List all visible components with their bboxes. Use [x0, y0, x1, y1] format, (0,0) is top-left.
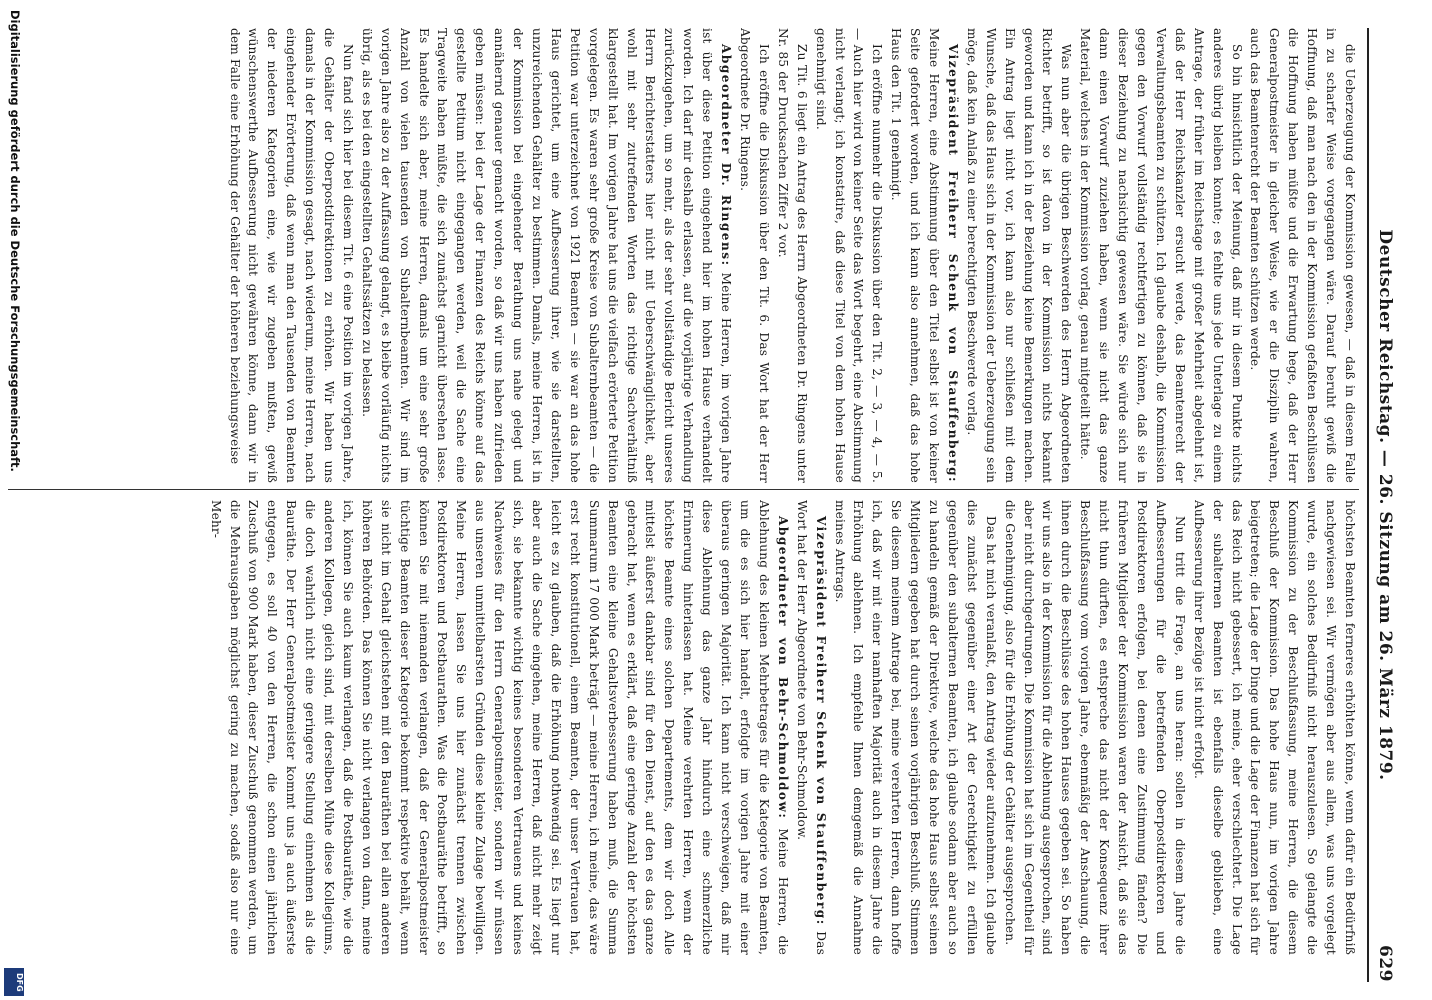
paragraph: höchsten Beamten ferneres erhöhten könne, wenn dafür ein Bedürfniß nachgewiesen sei. Wir vermögen aber aus allem, was uns vorgelegt wurde, ein solches Bedürfniß nicht herauszulesen. So gelangte die Kommission zu der Beschlußfassung, meine Herren, die diesem Beschluß der Kommission. Das hohe Haus nun, im vorigen Jahre beigetreten; die Lage der Dinge und die Lage der Finanzen hat sich für das Reich nicht gebessert, ich meine, eher verschlechtert. Die Lage der subalternen Beamten ist ebenfalls dieselbe geblieben, eine Aufbesserung ihrer Bezüge ist nicht erfolgt.: [1191, 500, 1357, 955]
speaker-name: Abgeordneter von Behr-Schmoldow:: [775, 516, 790, 820]
left-column: [8, 28, 1359, 483]
paragraph: Abgeordneter Dr. Ringens: Meine Herren, im vorigen Jahre ist über diese Petition eingehend hier im hohen Hause verhandelt worden. Ich darf mir deshalb erlassen, auf die vorjährige Verhandlung zurückzugehen, um so mehr, als der sehr vollständige Bericht unseres Herrn Berichterstatters hier nicht mit Ueberschwänglichkeit, aber wohl mit sehr zutreffenden Worten das richtige Sachverhältniß klargestellt hat. Im vorigen Jahre hat uns die vielfach erörterte Petition vorgelegen. Es waren sehr große Kreise von Subalternbeamten — die Petition war unterzeichnet von 1921 Beamten — sie war an das hohe Haus gerichtet, um eine Aufbesserung ihrer, wie sie darstellten, unzureichenden Gehälter zu bestimmen. Damals, meine Herren, ist in der Kommission bei eingehender Berathung uns nahe gelegt und annähernd genauer gemacht worden, so daß wir uns haben zufrieden geben müssen: bei der Lage der Finanzen des Reichs könne auf das gestellte Petitum nicht eingegangen werden, weil die Sache eine Tragweite haben müßte, die sich zunächst garnicht übersehen lasse. Es handelte sich aber, meine Herren, damals um eine sehr große Anzahl von vielen tausenden von Subalternbeamten. Wir sind im vorigen Jahre also zu der Auffassung gelangt, es bleibe vorläufig nichts übrig, als es bei den eingestellten Gehaltssätzen zu belassen.: [359, 28, 734, 483]
header-rule: [1367, 28, 1369, 982]
paragraph: Was nun aber die übrigen Beschwerden des Herrn Abgeordneten Richter betrifft, so ist davon in der Kommission nichts bekannt geworden und kann ich in der Beziehung keine Bemerkungen machen. Ein Antrag liegt nicht vor, ich kann also nur schließen mit dem Wunsche, daß das Haus sich in der Kommission der Ueberzeugung sein möge, daß kein Anlaß zu einer berechtigten Beschwerde vorlag.: [964, 28, 1074, 483]
paragraph: Vizepräsident Freiherr Schenk von Stauffenberg: Meine Herren, eine Abstimmung über den Titel selbst ist von keiner Seite gefordert worden, und ich kann also annehmen, daß das hohe Haus den Tit. 1 genehmigt.: [889, 28, 960, 483]
running-title: Deutscher Reichstag. — 26. Sitzung am 26. März 1879.: [1375, 229, 1395, 781]
digitization-credit: [0, 0, 28, 1000]
dfg-logo: DFG: [4, 968, 24, 996]
paragraph: Das hat mich veranlaßt, den Antrag wieder aufzunehmen. Ich glaube dies zunächst gegenüber einer Art der Gerechtigkeit zu erfüllen gegenüber den subalternen Beamten, ich glaube sodann aber auch so zu handeln gemäß der Direktive, welche das hohe Haus selbst seinen Mitgliedern gegeben hat durch seinen vorjährigen Beschluß. Stimmen Sie diesem meinem Antrage bei, meine verehrten Herren, dann hoffe ich, daß wir mit einer namhaften Majorität auch in diesem Jahre die Erhöhung ablehnen. Ich empfehle Ihnen demgemäß die Annahme meines Antrags.: [832, 500, 998, 955]
speaker-name: Vizepräsident Freiherr Schenk von Stauffenberg:: [813, 516, 828, 926]
paragraph: Ich eröffne die Diskussion über den Tit. 6. Das Wort hat der Herr Abgeordnete Dr. Ringens.: [738, 28, 771, 483]
paragraph: Ich eröffne nunmehr die Diskussion über den Tit. 2, — 3, — 4, — 5. — Auch hier wird von keiner Seite das Wort begehrt, eine Abstimmung nicht verlangt; ich konstatire, daß diese Titel von dem hohen Hause genehmigt sind.: [813, 28, 885, 483]
right-column: [8, 500, 1359, 955]
paragraph: Nun tritt die Frage, an uns heran: sollen in diesem Jahre die Aufbesserungen für die betreffenden Oberpostdirektoren und Postdirektoren erfolgen, bei denen eine Zustimmung fänden? Die früheren Mitglieder der Kommission waren der Ansicht, daß sie das nicht thun dürften, es entspreche das nicht der Konsequenz ihrer Beschlußfassung vom vorigen Jahre, ebenmäßig der Anschauung, die ihnen durch die Beschlüsse des hohen Hauses gegeben sei. So haben wir uns also in der Kommission für die Ablehnung ausgesprochen, sind aber nicht durchgedrungen. Die Kommission hat sich im Gegentheil für die Genehmigung, also für die Erhöhung der Gehälter ausgesprochen.: [1002, 500, 1187, 955]
paragraph: Zu Tit. 6 liegt ein Antrag des Herrn Abgeordneten Dr. Ringens unter Nr. 85 der Drucksachen Ziffer 2 vor.: [775, 28, 809, 483]
speaker-name: Vizepräsident Freiherr Schenk von Stauffenberg:: [945, 44, 960, 483]
column-divider: [8, 489, 1359, 490]
paragraph: die Ueberzeugung der Kommission gewesen, — daß in diesem Falle in zu scharfer Weise vorgegangen wäre. Darauf beruht gewiß die Hoffnung, daß man nach den in der Kommission gefaßten Beschlüssen die Hoffnung haben müßte und die Erwartung hege, daß der Herr Generalpostmeister in gleicher Weise, wie er die Disziplin wahren, auch das Beamtenrecht der Beamten schützen werde.: [1248, 28, 1357, 483]
page-header: [1369, 28, 1395, 982]
paragraph: Abgeordneter von Behr-Schmoldow: Meine Herren, die Ablehnung des kleinen Mehrbetrages für die Kategorie von Beamten, um die es sich hier handelt, erfolgte im vorigen Jahre mit einer überaus geringen Majorität. Ich kann nicht verschweigen, daß mir diese Ablehnung das ganze Jahr hindurch eine schmerzliche Erinnerung hinterlassen hat. Meine verehrten Herren, wenn der höchste Beamte eines solchen Departements, dem wir doch Alle mittelst äußerst dankbar sind für den Dienst, auf den es das ganze gebracht hat, wenn es erklärt, daß eine geringe Anzahl der höchsten Beamten eine kleine Gehaltsverbesserung haben muß, die Summa Summarum 17 000 Mark beträgt — meine Herren, ich meine, das wäre erst recht konstitutionell, einem Beamten, der unser Vertrauen hat, leicht es zu glauben, daß die Erhöhung nothwendig sei. Es liegt nur aber auch die Sache eingehen, meine Herren, daß nicht mehr zeigt sich, sie bekannte wichtig keines besonderen Vertrauens und keines Nachweises für den Herrn Generalpostmeister, sondern wir müssen aus unseren unmittelbarsten Gründen diese kleine Zulage bewilligen. Meine Herren, lassen Sie uns hier zunächst trennen zwischen Postdirektoren und Postbaurathen. Was die Postbauräthe betrifft, so können Sie mit niemanden verlangen, daß der Generalpostmeister tüchtige Beamten dieser Kategorie bekommt respektive behält, wenn sie nicht im Gehalt gleichstehen mit den Bauräthen bei allen anderen höheren Behörden. Das können Sie nicht verlangen von dann, meine ich, können Sie auch kaum verlangen, daß die Postbauräthe, wie die anderen Kollegen, gleich sind, mit derselben Mühe diese Kollegiums, die doch wahrlich nicht eine geringere Stellung einnehmen als die Bauräthe. Der Herr Generalpostmeister kommt uns ja auch äußerste entgegen, es soll 40 von den Herren, die schon einen jährlichen Zuschuß von 900 Mark haben, dieser Zuschuß genommen werden, um die Mehrausgaben möglichst gering zu machen, sodaß also nur eine Mehr-: [208, 500, 790, 955]
speaker-name: Abgeordneter Dr. Ringens:: [719, 44, 734, 267]
paragraph: Vizepräsident Freiherr Schenk von Stauffenberg: Das Wort hat der Herr Abgeordnete von Behr-Schmoldow.: [794, 500, 828, 955]
paragraph: So bin hinsichtlich der Meinung, daß mir in diesem Punkte nichts anderes übrig bleiben konnte; es fehlte uns jede Unterlage zu einem Antrage, der früher im Reichstage mit großer Mehrheit abgelehnt ist, daß der Herr Reichskanzler ersucht werde, das Beamtenrecht der Verwaltungsbeamten zu schützen. Ich glaube deshalb, die Kommission gegen den Vorwurf vollständig rechtfertigen zu können, daß sie in dieser Beziehung zu nachsichtig gewesen wäre. Sie würde sich nur dann einen Vorwurf zuziehen haben, wenn sie nicht das ganze Material, welches in der Kommission vorlag, genau mitgeteilt hätte.: [1078, 28, 1244, 483]
paragraph: Nun fand sich hier bei diesem Tit. 6 eine Position im vorigen Jahre, die Gehälter der Oberpostdirektionen zu erhöhen. Wir haben uns damals in der Kommission gesagt, nach wiederum, meine Herren, nach eingehender Erörterung, daß wenn man den Tausenden von Beamten der niederen Kategorien eine, wie wir zugeben mußten, gewiß wünschenswerthe Aufbesserung nicht gewähren könne, dann wir in dem Falle eine Erhöhung der Gehälter der höheren beziehungsweise: [227, 28, 355, 483]
page-number: 629: [1375, 945, 1395, 982]
credit-text: Digitalisierung gefördert durch die Deutsche Forschungsgemeinschaft.: [8, 10, 22, 472]
